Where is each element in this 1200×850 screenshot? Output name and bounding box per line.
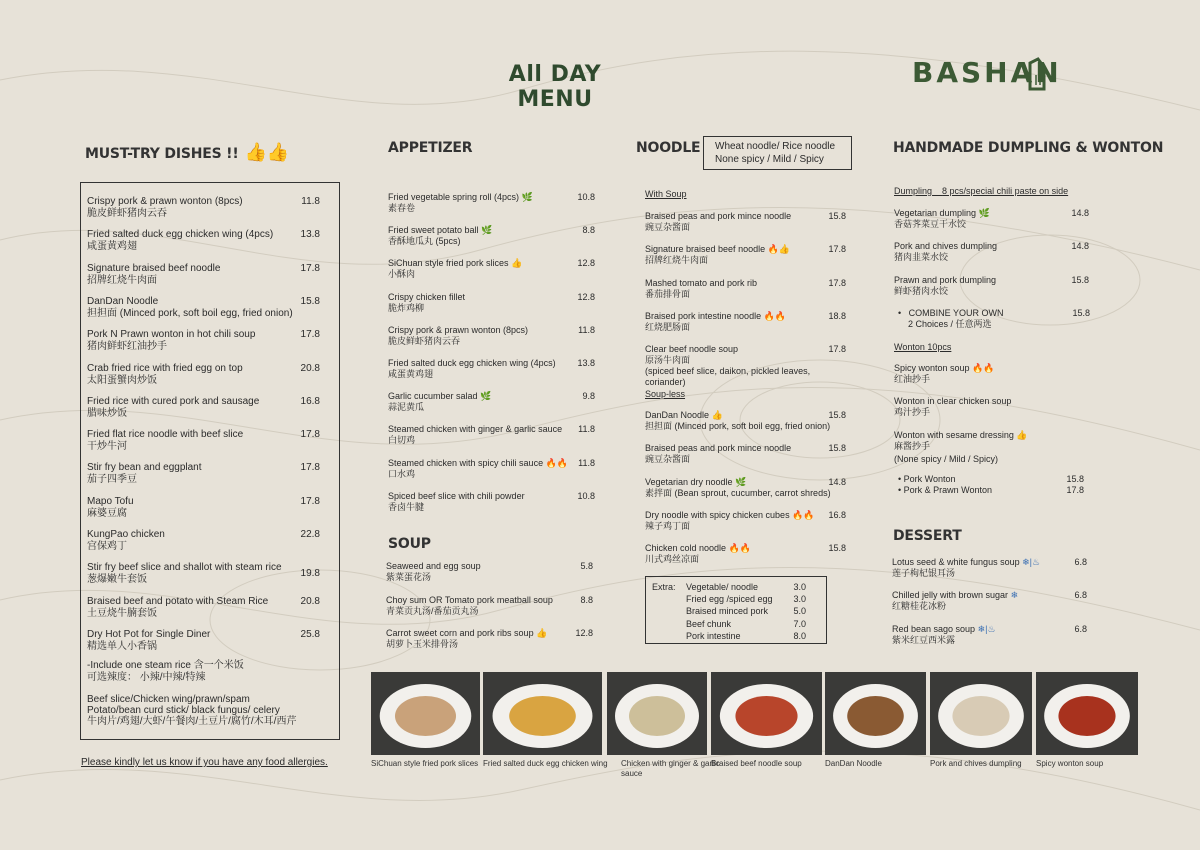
item-name-text: Signature braised beef noodle — [645, 244, 766, 255]
rice-note — [87, 660, 244, 684]
appetizer-item — [388, 225, 595, 247]
soup-title: SOUP — [388, 536, 431, 552]
item-name-zh: 红油抄手 — [894, 374, 931, 384]
thumbs-up-icon: 👍👍 — [244, 142, 289, 163]
thumbs-up-icon: 👍 — [1013, 429, 1028, 440]
vegetarian-leaf-icon: 🌿 — [976, 208, 990, 218]
item-price: 5.8 — [580, 561, 593, 571]
appetizer-item — [388, 358, 595, 380]
ingredients-line: Potato/bean curd stick/ black fungus/ celery — [87, 705, 280, 716]
extra-name: Beef chunk — [686, 618, 732, 629]
photo-caption: Braised beef noodle soup — [711, 759, 802, 768]
noodle-item — [645, 278, 846, 300]
item-price: 6.8 — [1074, 623, 1087, 634]
spice-note-line: 可选辣度： 小辣/中辣/特辣 — [87, 672, 206, 683]
wonton-spice-levels: (None spicy / Mild / Spicy) — [894, 454, 999, 464]
item-name-text: Wonton with sesame dressing — [894, 429, 1014, 440]
hot-chili-icon: 🔥🔥 — [969, 363, 995, 373]
extra-price: 3.0 — [793, 582, 806, 592]
dish-image — [371, 672, 480, 755]
item-name-zh: 鲜虾猪肉水饺 — [894, 285, 949, 296]
extra-name: Fried egg /spiced egg — [686, 594, 773, 605]
extra-price: 3.0 — [793, 594, 806, 605]
must-try-title — [85, 142, 289, 163]
item-price: 16.8 — [828, 509, 846, 520]
item-name-text: Crispy pork & prawn wonton (8pcs) — [87, 196, 243, 207]
item-price: 12.8 — [577, 291, 595, 302]
ingredients-line: Beef slice/Chicken wing/prawn/spam — [87, 694, 250, 705]
item-price: 13.8 — [300, 229, 320, 241]
item-price: 10.8 — [577, 490, 595, 501]
item-name-zh: 脆皮鲜虾猪肉云吞 — [87, 208, 167, 219]
item-name-zh: 川式鸡丝凉面 — [645, 554, 700, 565]
item-name-text: Fried flat rice noodle with beef slice — [87, 429, 244, 441]
wonton-price: 15.8 — [1066, 474, 1084, 484]
item-price: 11.8 — [578, 424, 595, 435]
extra-name: Braised minced pork — [686, 606, 769, 617]
dessert-item — [892, 590, 1087, 612]
item-name-text: Mashed tomato and pork rib — [645, 277, 758, 288]
item-price: 12.8 — [575, 628, 593, 638]
item-name-zh: 担担面 (Minced pork, soft boil egg, fried onion) — [87, 307, 293, 319]
item-price: 14.8 — [828, 476, 846, 487]
item-name-zh: 香酥地瓜丸 (5pcs) — [388, 236, 461, 247]
hot-pot-ingredients — [87, 694, 296, 727]
hot-chili-icon: 🔥🔥 — [543, 457, 568, 468]
item-name-zh: 紫米红豆西米露 — [892, 634, 956, 645]
appetizer-item — [388, 424, 595, 446]
item-name-text: Clear beef noodle soup — [645, 344, 739, 355]
vegetarian-leaf-icon: 🌿 — [478, 225, 493, 236]
item-name-zh: 土豆烧牛腩套饭 — [87, 607, 157, 619]
item-name-text: Fried vegetable spring roll (4pcs) — [388, 192, 520, 202]
item-name-zh: 太阳蛋蟹肉炒饭 — [87, 374, 157, 386]
item-price: 15.8 — [300, 295, 320, 307]
item-name-text: Vegetarian dumpling — [894, 208, 977, 218]
item-name-text: Wonton in clear chicken soup — [894, 396, 1012, 407]
item-name-text: Chilled jelly with brown sugar — [892, 590, 1009, 601]
item-name-zh: 红烧肥肠面 — [645, 321, 691, 332]
item-name-text: Stir fry bean and eggplant — [87, 462, 202, 474]
soup-item — [386, 595, 593, 617]
extra-price: 8.0 — [793, 630, 806, 641]
dish-photo — [483, 672, 602, 755]
item-name-zh: 原汤牛肉面 — [645, 355, 691, 366]
appetizer-item — [388, 325, 595, 347]
noodle-title: NOODLE — [636, 140, 701, 156]
item-price: 12.8 — [577, 258, 595, 269]
item-price: 22.8 — [300, 529, 320, 540]
item-name-zh: 脆皮鲜虾猪肉云吞 — [388, 335, 461, 346]
item-name — [894, 396, 1089, 407]
item-price: 6.8 — [1074, 590, 1087, 601]
item-price: 17.8 — [828, 244, 846, 255]
item-price: 6.8 — [1074, 557, 1087, 567]
dish-image — [483, 672, 602, 755]
noodle-type-options: Wheat noodle/ Rice noodle — [715, 141, 836, 152]
extra-name: Vegetable/ noodle — [686, 582, 759, 592]
dessert-item — [892, 624, 1087, 646]
item-name-zh: 豌豆杂酱面 — [645, 454, 691, 465]
item-name-zh: 精选单人小香锅 — [87, 640, 157, 652]
photo-caption: Fried salted duck egg chicken wing — [483, 759, 608, 768]
item-price: 9.8 — [582, 391, 595, 402]
appetizer-item — [388, 391, 595, 413]
item-price: 17.8 — [300, 329, 320, 341]
dumpling-item — [894, 241, 1089, 263]
noodle-item — [645, 543, 846, 565]
item-name-zh: 香菇荠菜豆干水饺 — [894, 219, 967, 229]
photo-caption: SiChuan style fried pork slices — [371, 759, 479, 768]
item-name-zh: 小酥肉 — [388, 269, 416, 280]
dish-photo — [825, 672, 926, 755]
item-price: 13.8 — [577, 358, 595, 368]
noodle-item — [645, 477, 846, 499]
item-description: (spiced beef slice, daikon, pickled leaves, coriander) — [645, 366, 811, 388]
item-name-text: Crab fried rice with fried egg on top — [87, 362, 243, 374]
item-name-text: Chicken cold noodle — [645, 543, 727, 554]
photo-caption: DanDan Noodle — [825, 759, 882, 768]
item-name-zh: 腊味炒饭 — [87, 407, 127, 419]
item-name-text: Braised peas and pork mince noodle — [645, 211, 792, 221]
combine-own-label: COMBINE YOUR OWN — [908, 308, 1004, 318]
dish-photo — [711, 672, 822, 755]
soup-item — [386, 628, 593, 650]
item-name-zh: 猪肉鲜虾红油抄手 — [87, 341, 167, 353]
item-name-zh: 宫保鸡丁 — [87, 541, 127, 552]
wonton-item — [894, 396, 1089, 418]
item-name-zh: 葱爆嫩牛套饭 — [87, 574, 147, 586]
dish-image — [825, 672, 926, 755]
combine-own-price: 15.8 — [1072, 308, 1090, 318]
item-price: 15.8 — [828, 211, 846, 221]
item-price: 20.8 — [300, 595, 320, 607]
hot-chili-icon: 🔥🔥 — [789, 509, 815, 520]
noodle-spice-options: None spicy / Mild / Spicy — [715, 154, 824, 165]
dumpling-note: 8 pcs/special chili paste on side — [942, 186, 1069, 196]
item-name-text: Spicy wonton soup — [894, 363, 970, 373]
item-name-text: Pork N Prawn wonton in hot chili soup — [87, 329, 256, 341]
wonton-price: 17.8 — [1066, 485, 1084, 495]
item-name-text: Braised beef and potato with Steam Rice — [87, 595, 269, 607]
wonton-price-item — [898, 485, 1088, 496]
item-name-zh: 素拌面 (Bean sprout, cucumber, carrot shreds) — [645, 487, 831, 498]
brand-mark-icon — [1026, 57, 1048, 91]
dumpling-title: HANDMADE DUMPLING & WONTON — [893, 140, 1164, 156]
thumbs-up-icon: 👍 — [533, 628, 548, 638]
item-price: 17.8 — [828, 344, 846, 355]
vegetarian-leaf-icon: 🌿 — [732, 476, 747, 487]
dessert-title: DESSERT — [893, 528, 962, 544]
item-name-text: Steamed chicken with ginger & garlic sauce — [388, 424, 563, 435]
allergy-note: Please kindly let us know if you have any food allergies. — [81, 757, 328, 768]
menu-title: All DAY MENU — [508, 62, 602, 112]
dish-image — [1036, 672, 1138, 755]
noodle-item — [645, 510, 846, 532]
extra-price: 7.0 — [793, 618, 806, 629]
noodle-item — [645, 311, 846, 333]
dish-photo — [607, 672, 707, 755]
vegetarian-leaf-icon: 🌿 — [477, 391, 492, 402]
item-name-text: Crispy pork & prawn wonton (8pcs) — [388, 324, 529, 335]
snowflake-icon: ❄ — [1008, 590, 1019, 601]
item-name-zh: 豌豆杂酱面 — [645, 222, 691, 232]
dessert-item — [892, 557, 1087, 579]
item-name-text: Lotus seed & white fungus soup — [892, 557, 1020, 567]
item-name-zh: 白切鸡 — [388, 435, 416, 446]
combine-own: • COMBINE YOUR OWN 2 Choices / 任意两选 — [898, 308, 1004, 329]
thumbs-up-icon: 👍 — [709, 410, 723, 420]
item-name-zh: 咸蛋黄鸡翅 — [87, 241, 137, 253]
cold-hot-icon: ❄|♨ — [1019, 557, 1041, 567]
item-name — [894, 363, 1089, 374]
must-try-box — [80, 182, 340, 740]
wonton-item — [894, 430, 1089, 452]
dumpling-item — [894, 275, 1089, 297]
photo-caption: Chicken with ginger & garlic sauce — [621, 759, 720, 778]
brand-logo: BASHAN — [912, 56, 1062, 89]
item-name-text: Choy sum OR Tomato pork meatball soup — [386, 594, 553, 605]
item-price: 11.8 — [578, 324, 595, 335]
item-name-text: Dry noodle with spicy chicken cubes — [645, 509, 790, 520]
item-name-zh: 咸蛋黄鸡翅 — [388, 369, 434, 379]
item-price: 17.8 — [300, 429, 320, 441]
wonton-price-item — [898, 474, 1088, 485]
wonton-item — [894, 363, 1089, 385]
item-price: 16.8 — [300, 395, 320, 407]
item-price: 11.8 — [578, 457, 595, 468]
item-name-text: Signature braised beef noodle — [87, 262, 221, 274]
item-price: 15.8 — [828, 443, 846, 454]
item-name-zh: 猪肉韭菜水饺 — [894, 252, 949, 263]
dumpling-item — [894, 208, 1089, 230]
soup-item — [386, 561, 593, 583]
dish-photo — [371, 672, 480, 755]
ingredients-line-zh: 牛肉片/鸡翅/大虾/午餐肉/土豆片/腐竹/木耳/西芹 — [87, 716, 297, 727]
extra-name: Pork intestine — [686, 630, 741, 641]
dish-photo — [1036, 672, 1138, 755]
extras-label: Extra: — [652, 582, 676, 592]
item-name-zh: 胡萝卜玉米排骨汤 — [386, 639, 459, 649]
appetizer-item — [388, 192, 595, 214]
item-name-zh: 脆炸鸡柳 — [388, 302, 425, 313]
vegetarian-leaf-icon: 🌿 — [519, 192, 533, 202]
with-soup-label: With Soup — [645, 189, 687, 199]
item-name-zh: 素春卷 — [388, 203, 416, 213]
appetizer-item — [388, 458, 595, 480]
item-name-text: Braised pork intestine noodle — [645, 310, 762, 321]
item-price: 17.8 — [300, 462, 320, 474]
item-name-text: Vegetarian dry noodle — [645, 476, 733, 487]
appetizer-item — [388, 258, 595, 280]
item-price: 8.8 — [580, 594, 593, 605]
hot-chili-icon: 🔥🔥 — [726, 543, 751, 554]
item-name-zh: 干炒牛河 — [87, 441, 127, 453]
item-name-zh: 茄子四季豆 — [87, 474, 137, 486]
must-try-title-text: MUST-TRY DISHES !! — [85, 146, 239, 162]
noodle-item — [645, 344, 846, 388]
hot-chili-thumbs-icon: 🔥👍 — [765, 244, 791, 255]
item-name-zh: 招牌红烧牛肉面 — [87, 274, 157, 286]
item-name-text: Fried salted duck egg chicken wing (4pcs) — [87, 229, 274, 241]
item-name-text: Dry Hot Pot for Single Diner — [87, 628, 211, 640]
item-price: 10.8 — [577, 192, 595, 202]
item-price: 14.8 — [1071, 241, 1089, 252]
noodle-item — [645, 410, 846, 432]
wonton-name: • Pork & Prawn Wonton — [898, 485, 993, 495]
item-name-zh: 口水鸡 — [388, 468, 416, 479]
item-price: 17.8 — [300, 262, 320, 274]
item-name-zh: 辣子鸡丁面 — [645, 520, 691, 531]
combine-own-choices: 2 Choices / 任意两选 — [908, 319, 992, 329]
item-price: 14.8 — [1071, 208, 1089, 218]
appetizer-item — [388, 292, 595, 314]
dumpling-label-text: Dumpling — [894, 186, 933, 196]
photo-caption: Spicy wonton soup — [1036, 759, 1104, 768]
soupless-label: Soup-less — [645, 389, 686, 399]
item-name-zh: 麻婆豆腐 — [87, 507, 127, 519]
rice-note-line: -Include one steam rice 含一个米饭 — [87, 660, 244, 671]
wonton-label: Wonton 10pcs — [894, 342, 952, 352]
item-name-text: Fried salted duck egg chicken wing (4pcs) — [388, 358, 556, 368]
item-price: 19.8 — [300, 568, 320, 580]
item-name-text: Seaweed and egg soup — [386, 561, 481, 571]
dumpling-label — [894, 186, 1068, 196]
item-name-zh: 鸡汁抄手 — [894, 407, 931, 418]
cold-hot-icon: ❄|♨ — [975, 623, 996, 634]
item-name-text: Fried sweet potato ball — [388, 225, 479, 236]
item-name-text: Spiced beef slice with chili powder — [388, 490, 525, 501]
noodle-item — [645, 443, 846, 465]
item-name-zh: 紫菜蛋花汤 — [386, 572, 432, 582]
item-name-text: Mapo Tofu — [87, 495, 134, 507]
item-name-text: Prawn and pork dumpling — [894, 274, 997, 285]
appetizer-item — [388, 491, 595, 513]
item-name-zh: 莲子枸杞银耳汤 — [892, 568, 956, 578]
item-name-text: Steamed chicken with spicy chili sauce — [388, 457, 544, 468]
item-name-text: Braised peas and pork mince noodle — [645, 443, 792, 454]
item-name-text: Pork and chives dumpling — [894, 241, 998, 252]
photo-caption: Pork and chives dumpling — [930, 759, 1022, 768]
item-name-text: DanDan Noodle — [645, 410, 710, 420]
item-name-zh: 麻酱抄手 — [894, 440, 931, 451]
item-name-text: Carrot sweet corn and pork ribs soup — [386, 628, 534, 638]
item-price: 20.8 — [300, 362, 320, 374]
item-name-zh: 招牌红烧牛肉面 — [645, 255, 709, 266]
item-name-zh: 蒜泥黄瓜 — [388, 402, 425, 413]
item-name-text: Stir fry beef slice and shallot with steam rice — [87, 562, 282, 574]
item-name-text: Red bean sago soup — [892, 623, 976, 634]
item-name-zh: 担担面 (Minced pork, soft boil egg, fried onion) — [645, 421, 831, 431]
hot-chili-icon: 🔥🔥 — [761, 310, 786, 321]
item-price: 17.8 — [300, 495, 320, 507]
item-price: 8.8 — [582, 225, 595, 236]
noodle-options-box — [703, 136, 852, 170]
item-name-zh: 番茄排骨面 — [645, 288, 691, 299]
item-name-text: KungPao chicken — [87, 529, 165, 540]
item-name-zh: 香卤牛腱 — [388, 501, 425, 512]
dish-photo — [930, 672, 1032, 755]
noodle-item — [645, 244, 846, 266]
noodle-item — [645, 211, 846, 233]
item-name-zh: 红糖桂花冰粉 — [892, 601, 947, 612]
item-name-zh: 青菜贡丸汤/番茄贡丸汤 — [386, 605, 479, 616]
item-name-text: Fried rice with cured pork and sausage — [87, 395, 260, 407]
item-price: 15.8 — [828, 410, 846, 420]
dish-image — [711, 672, 822, 755]
item-price: 15.8 — [1071, 274, 1089, 285]
item-price: 15.8 — [828, 543, 846, 554]
thumbs-up-icon: 👍 — [508, 258, 523, 269]
item-name-text: DanDan Noodle — [87, 295, 159, 307]
dish-image — [930, 672, 1032, 755]
appetizer-title: APPETIZER — [388, 140, 473, 156]
item-name-text: Garlic cucumber salad — [388, 391, 478, 402]
extra-price: 5.0 — [793, 606, 806, 617]
item-price: 17.8 — [828, 277, 846, 288]
dish-image — [607, 672, 707, 755]
item-name — [894, 430, 1089, 441]
wonton-name: • Pork Wonton — [898, 474, 956, 484]
item-price: 11.8 — [301, 196, 320, 207]
item-name-text: SiChuan style fried pork slices — [388, 258, 509, 269]
item-name-text: Crispy chicken fillet — [388, 291, 466, 302]
item-price: 25.8 — [300, 628, 320, 640]
item-price: 18.8 — [828, 310, 846, 321]
